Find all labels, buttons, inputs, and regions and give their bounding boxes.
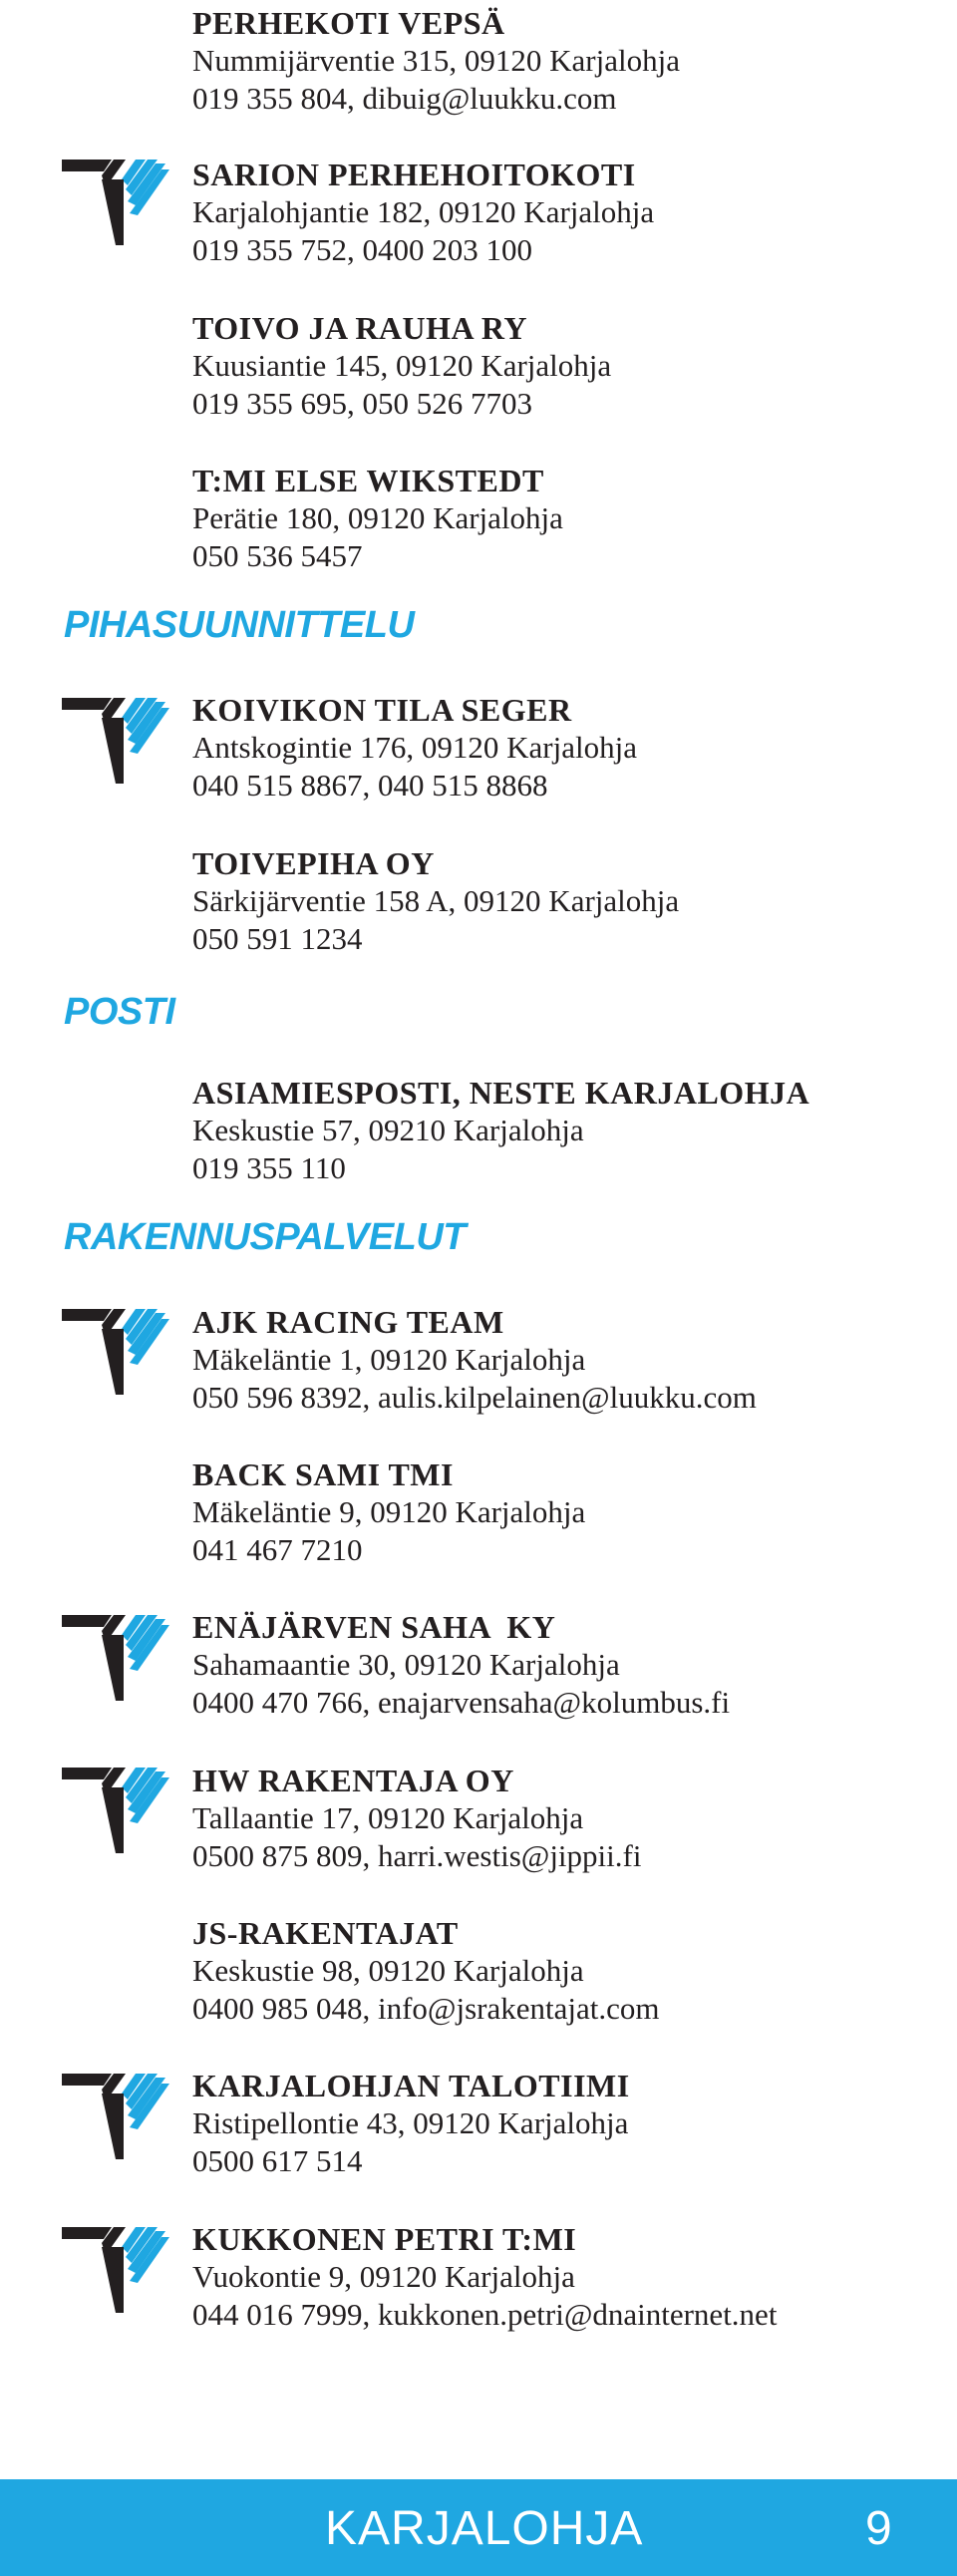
listing-address: Keskustie 57, 09210 Karjalohja <box>192 1113 584 1147</box>
listing-name: SARION PERHEHOITOKOTI <box>192 157 636 192</box>
listing-contact: 050 596 8392, aulis.kilpelainen@luukku.com <box>192 1380 757 1415</box>
listing-contact: 044 016 7999, kukkonen.petri@dnainternet.net <box>192 2297 778 2332</box>
listing-address: Kuusiantie 145, 09120 Karjalohja <box>192 348 612 383</box>
listing-entry <box>192 309 930 423</box>
stylized-v-logo-icon <box>62 1309 169 1395</box>
listing-name: ENÄJÄRVEN SAHA KY <box>192 1609 556 1645</box>
listing-address: Antskogintie 176, 09120 Karjalohja <box>192 730 637 765</box>
listing-address: Perätie 180, 09120 Karjalohja <box>192 500 563 535</box>
listing-contact: 019 355 695, 050 526 7703 <box>192 386 532 421</box>
listing-entry <box>192 1455 930 1569</box>
listing-entry <box>192 691 930 805</box>
listing-name: TOIVEPIHA OY <box>192 845 435 881</box>
listing-contact: 041 467 7210 <box>192 1532 363 1567</box>
listing-name: PERHEKOTI VEPSÄ <box>192 5 505 41</box>
stylized-v-logo-icon <box>62 698 169 784</box>
listing-address: Sahamaantie 30, 09120 Karjalohja <box>192 1647 620 1682</box>
listing-name: KUKKONEN PETRI T:MI <box>192 2221 577 2257</box>
listing-name: ASIAMIESPOSTI, NESTE KARJALOHJA <box>192 1075 810 1111</box>
listing-address: Mäkeläntie 1, 09120 Karjalohja <box>192 1342 586 1377</box>
stylized-v-logo-icon <box>62 1768 169 1853</box>
listing-entry <box>192 1303 930 1417</box>
listing-entry <box>192 1762 930 1875</box>
listing-entry <box>192 844 930 958</box>
listing-contact: 0500 875 809, harri.westis@jippii.fi <box>192 1838 642 1873</box>
page-footer <box>0 2479 957 2576</box>
listing-contact: 0400 470 766, enajarvensaha@kolumbus.fi <box>192 1685 731 1720</box>
section-heading-posti: POSTI <box>64 991 175 1033</box>
listing-address: Nummijärventie 315, 09120 Karjalohja <box>192 43 680 78</box>
listing-entry <box>192 2067 930 2180</box>
listing-contact: 040 515 8867, 040 515 8868 <box>192 768 548 803</box>
listing-address: Särkijärventie 158 A, 09120 Karjalohja <box>192 883 680 918</box>
listing-name: JS-RAKENTAJAT <box>192 1915 459 1951</box>
section-heading-rakennuspalvelut: RAKENNUSPALVELUT <box>64 1216 466 1258</box>
footer-title: KARJALOHJA <box>325 2502 644 2555</box>
listing-contact: 019 355 110 <box>192 1150 346 1185</box>
listing-address: Vuokontie 9, 09120 Karjalohja <box>192 2259 575 2294</box>
listing-contact: 019 355 804, dibuig@luukku.com <box>192 81 617 116</box>
listing-address: Keskustie 98, 09120 Karjalohja <box>192 1953 584 1988</box>
stylized-v-logo-icon <box>62 2074 169 2159</box>
listing-entry <box>192 2220 930 2334</box>
listing-address: Ristipellontie 43, 09120 Karjalohja <box>192 2105 629 2140</box>
listing-contact: 0400 985 048, info@jsrakentajat.com <box>192 1991 660 2026</box>
listing-name: T:MI ELSE WIKSTEDT <box>192 463 544 498</box>
listing-entry <box>192 462 930 575</box>
stylized-v-logo-icon <box>62 160 169 245</box>
listing-contact: 019 355 752, 0400 203 100 <box>192 232 532 267</box>
listing-entry <box>192 1074 930 1187</box>
listing-name: HW RAKENTAJA OY <box>192 1763 514 1798</box>
listing-name: BACK SAMI TMI <box>192 1456 454 1492</box>
listing-contact: 0500 617 514 <box>192 2143 363 2178</box>
section-heading-pihasuunnittelu: PIHASUUNNITTELU <box>64 604 415 646</box>
listing-contact: 050 536 5457 <box>192 538 363 573</box>
stylized-v-logo-icon <box>62 2227 169 2313</box>
listing-address: Tallaantie 17, 09120 Karjalohja <box>192 1800 584 1835</box>
listing-address: Mäkeläntie 9, 09120 Karjalohja <box>192 1494 586 1529</box>
listing-entry <box>192 1608 930 1722</box>
listing-name: AJK RACING TEAM <box>192 1304 504 1340</box>
listing-name: TOIVO JA RAUHA RY <box>192 310 527 346</box>
listing-address: Karjalohjantie 182, 09120 Karjalohja <box>192 194 655 229</box>
listing-name: KARJALOHJAN TALOTIIMI <box>192 2068 630 2103</box>
listing-name: KOIVIKON TILA SEGER <box>192 692 572 728</box>
listing-entry <box>192 1914 930 2028</box>
listing-entry <box>192 4 930 118</box>
listing-contact: 050 591 1234 <box>192 921 363 956</box>
stylized-v-logo-icon <box>62 1615 169 1701</box>
listing-entry <box>192 156 930 269</box>
page-number: 9 <box>865 2502 892 2555</box>
